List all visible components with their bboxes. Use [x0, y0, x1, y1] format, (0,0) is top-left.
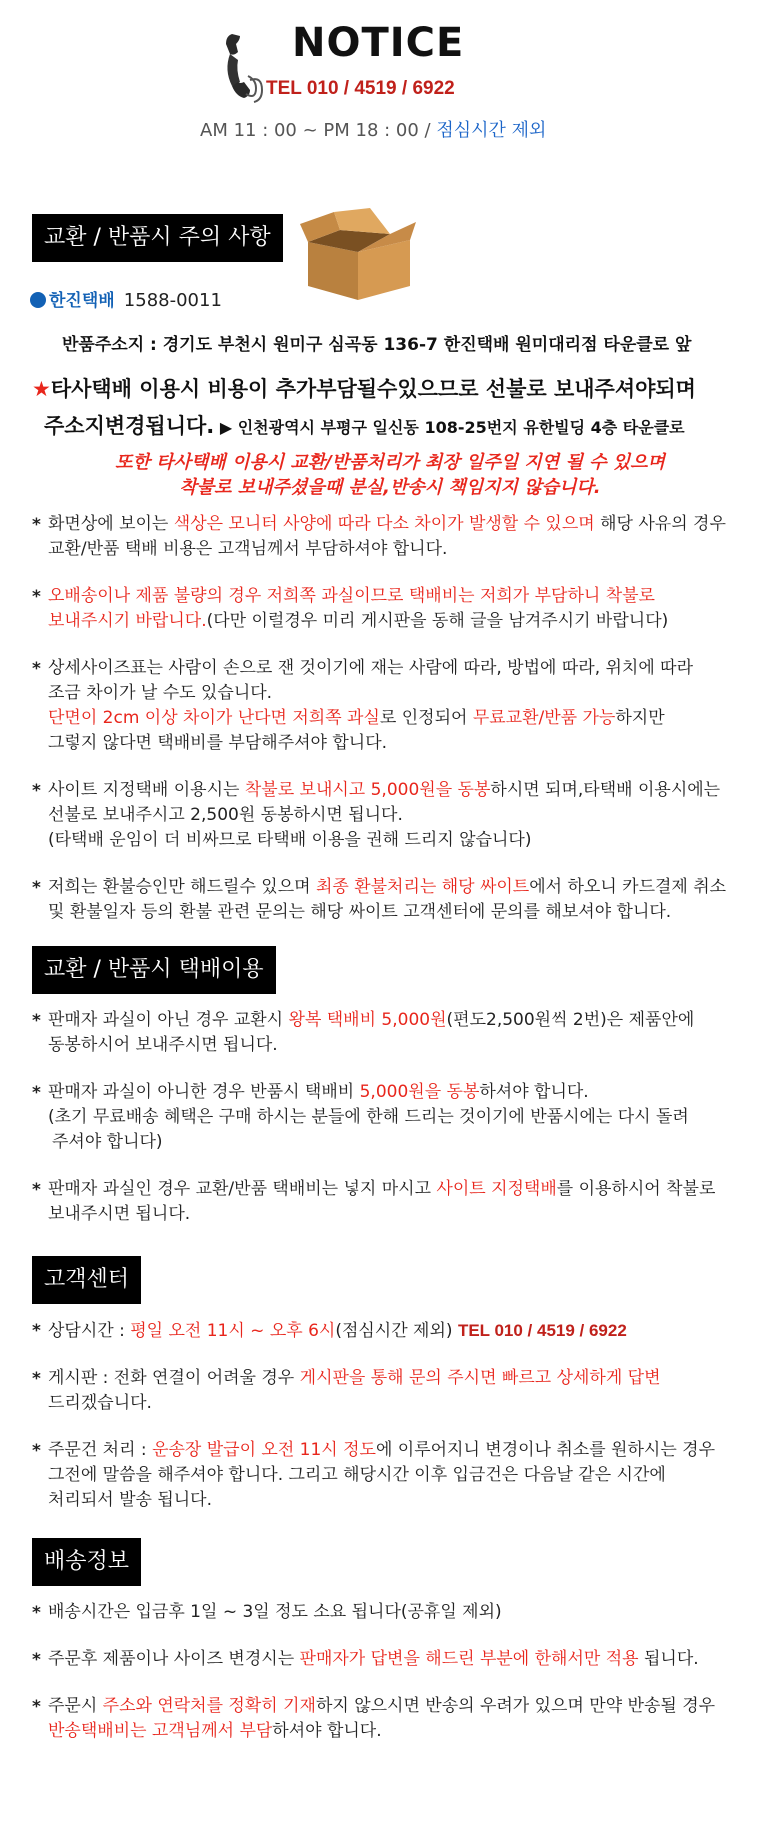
hours-text: AM 11 : 00 ~ PM 18 : 00 / [200, 120, 437, 141]
list-item-text: 운송장 발급이 오전 11시 정도 [152, 1440, 376, 1460]
list-item-text: 반송택배비는 고객님께서 부담 [48, 1721, 273, 1741]
section-heading-return-shipping: 교환 / 반품시 택배이용 [32, 946, 276, 994]
list-item [32, 1008, 772, 1058]
new-address: ▶ 인천광역시 부평구 일신동 108-25번지 유한빌딩 4층 타운클로 [219, 418, 685, 437]
list-item-text: 그전에 말씀을 해주셔야 합니다. 그리고 해당시간 이후 입금건은 다음날 같은 시간에 [48, 1465, 666, 1485]
list-item-text: 상세사이즈표는 사람이 손으로 잰 것이기에 재는 사람에 따라, 방법에 따라, 위치에 따라 [48, 658, 694, 678]
hours-note: 점심시간 제외 [436, 120, 547, 141]
box-illustration [300, 206, 418, 302]
list-item-text: 처리되서 발송 됩니다. [48, 1490, 213, 1510]
list-item-text: 주문후 제품이나 사이즈 변경시는 [48, 1649, 300, 1669]
warning-line-2 [44, 410, 685, 440]
list-item-text: 를 이용하시어 착불로 [556, 1179, 716, 1199]
list-item [32, 1318, 772, 1344]
list-item-text: 보내주시기 바랍니다. [48, 611, 207, 631]
list-item-text: 판매자 과실이 아니한 경우 반품시 택배비 [48, 1082, 360, 1102]
list-item [32, 1647, 772, 1672]
list-item-text: 주문시 [48, 1696, 103, 1716]
return-shipping-list [32, 1008, 772, 1227]
delay-notice [0, 450, 780, 500]
warning-text-2: 주소지변경됩니다. [44, 414, 215, 438]
list-item-text: 사이트 지정택배 이용시는 [48, 780, 245, 800]
section-heading-customer-center: 고객센터 [32, 1256, 141, 1304]
list-item-text: 오배송이나 제품 불량의 경우 저희쪽 과실이므로 택배비는 저희가 부담하니 착불로 [48, 586, 655, 606]
header-tel: TEL 010 / 4519 / 6922 [266, 78, 455, 99]
list-item-text: (점심시간 제외) [335, 1321, 458, 1341]
list-item-text: (초기 무료배송 혜택은 구매 하시는 분들에 한해 드리는 것이기에 반품시에는 다시 돌려 [48, 1107, 689, 1127]
list-item [32, 656, 772, 756]
list-item-text: 선불로 보내주시고 2,500원 동봉하시면 됩니다. [48, 805, 403, 825]
list-item-text: 조금 차이가 날 수도 있습니다. [48, 683, 273, 703]
list-item-text: (타택배 운임이 더 비싸므로 타택배 이용을 권해 드리지 않습니다) [48, 830, 532, 850]
list-item [32, 1366, 772, 1416]
warning-text-1: 타사택배 이용시 비용이 추가부담될수있으므로 선불로 보내주셔야되며 [50, 377, 696, 401]
list-item-text: 주셔야 합니다) [52, 1132, 163, 1152]
list-item-text: 그렇지 않다면 택배비를 부담해주셔야 합니다. [48, 733, 388, 753]
list-item-text: 게시판 : 전화 연결이 어려울 경우 [48, 1368, 300, 1388]
list-item-text: 상담시간 : [48, 1321, 131, 1341]
list-item-text: 판매자 과실이 아닌 경우 교환시 [48, 1010, 289, 1030]
list-item [32, 875, 772, 925]
list-item [32, 778, 772, 853]
list-item-text: 하지 않으시면 반송의 우려가 있으며 만약 반송될 경우 [315, 1696, 716, 1716]
list-item [32, 1694, 772, 1744]
list-item-text: (다만 이럴경우 미리 게시판을 동해 글을 남겨주시기 바랍니다) [206, 611, 669, 631]
business-hours [200, 116, 546, 142]
courier-phone: 1588-0011 [123, 290, 222, 311]
delay-notice-line-2: 착불로 보내주셨을때 분실,반송시 책임지지 않습니다. [179, 477, 601, 498]
hanjin-logo-icon [30, 292, 46, 308]
delivery-info-list [32, 1600, 772, 1744]
list-item-text: 보내주시면 됩니다. [48, 1204, 191, 1224]
list-item-text: 됩니다. [638, 1649, 699, 1669]
list-item-text: 주문건 처리 : [48, 1440, 153, 1460]
list-item-text: 하지만 [615, 708, 665, 728]
list-item-text: 하셔야 합니다. [272, 1721, 382, 1741]
list-item-text: 하시면 되며,타택배 이용시에는 [490, 780, 721, 800]
list-item-text: 교환/반품 택배 비용은 고객님께서 부담하셔야 합니다. [48, 539, 448, 559]
list-item [32, 1438, 772, 1513]
section-heading-delivery-info: 배송정보 [32, 1538, 141, 1586]
list-item [32, 584, 772, 634]
list-item-text: 하셔야 합니다. [479, 1082, 589, 1102]
return-address: 반품주소지 : 경기도 부천시 원미구 심곡동 136-7 한진택배 원미대리점 타운클로 앞 [62, 335, 692, 355]
delay-notice-line-1: 또한 타사택배 이용시 교환/반품처리가 최장 일주일 지연 될 수 있으며 [115, 452, 665, 473]
page-title: NOTICE [292, 20, 465, 66]
section-heading-return-notice: 교환 / 반품시 주의 사항 [32, 214, 283, 262]
list-item-text: 착불로 보내시고 5,000원을 동봉 [244, 780, 491, 800]
list-item-text: 로 인정되어 [379, 708, 473, 728]
list-item-text: 드리겠습니다. [48, 1393, 152, 1413]
list-item-text: 평일 오전 11시 ~ 오후 6시 [130, 1321, 336, 1341]
list-item [32, 512, 772, 562]
list-item-text: 에서 하오니 카드결제 취소 [529, 877, 727, 897]
list-item-text: 해당 사유의 경우 [594, 514, 726, 534]
list-item-text: 단면이 2cm 이상 차이가 난다면 저희쪽 과실 [48, 708, 380, 728]
list-item-text: 및 환불일자 등의 환불 관련 문의는 해당 싸이트 고객센터에 문의를 해보셔야 합니다. [48, 902, 672, 922]
customer-center-list [32, 1318, 772, 1513]
courier-brand: 한진택배 [49, 291, 115, 311]
courier-info [30, 286, 222, 311]
list-item-text: (편도2,500원씩 2번)은 제품안에 [446, 1010, 695, 1030]
list-item-text: 판매자가 답변을 해드린 부분에 한해서만 적용 [299, 1649, 639, 1669]
list-item [32, 1080, 772, 1155]
list-item-text: 왕복 택배비 5,000원 [288, 1010, 447, 1030]
warning-line-1 [32, 373, 696, 403]
list-item-text: 5,000원을 동봉 [359, 1082, 480, 1102]
list-item-text: 무료교환/반품 가능 [472, 708, 616, 728]
list-item-text: 배송시간은 입금후 1일 ~ 3일 정도 소요 됩니다(공휴일 제외) [48, 1602, 502, 1622]
list-item [32, 1600, 772, 1625]
list-item-text: 저희는 환불승인만 해드릴수 있으며 [48, 877, 316, 897]
list-item-text: 주소와 연락처를 정확히 기재 [102, 1696, 316, 1716]
list-item-text: 동봉하시어 보내주시면 됩니다. [48, 1035, 278, 1055]
list-item-text: 사이트 지정택배 [436, 1179, 557, 1199]
list-item-text: 화면상에 보이는 [48, 514, 174, 534]
return-notice-list [32, 512, 772, 925]
list-item-text: 판매자 과실인 경우 교환/반품 택배비는 넣지 마시고 [48, 1179, 437, 1199]
list-item-text: 게시판을 통해 문의 주시면 빠르고 상세하게 답변 [299, 1368, 661, 1388]
list-item-text: 최종 환불처리는 해당 싸이트 [315, 877, 530, 897]
list-item [32, 1177, 772, 1227]
list-item-text: 에 이루어지니 변경이나 취소를 원하시는 경우 [375, 1440, 715, 1460]
phone-icon [222, 30, 268, 106]
star-icon: ★ [32, 377, 51, 401]
list-item-text: TEL 010 / 4519 / 6922 [457, 1321, 627, 1340]
list-item-text: 색상은 모니터 사양에 따라 다소 차이가 발생할 수 있으며 [173, 514, 595, 534]
